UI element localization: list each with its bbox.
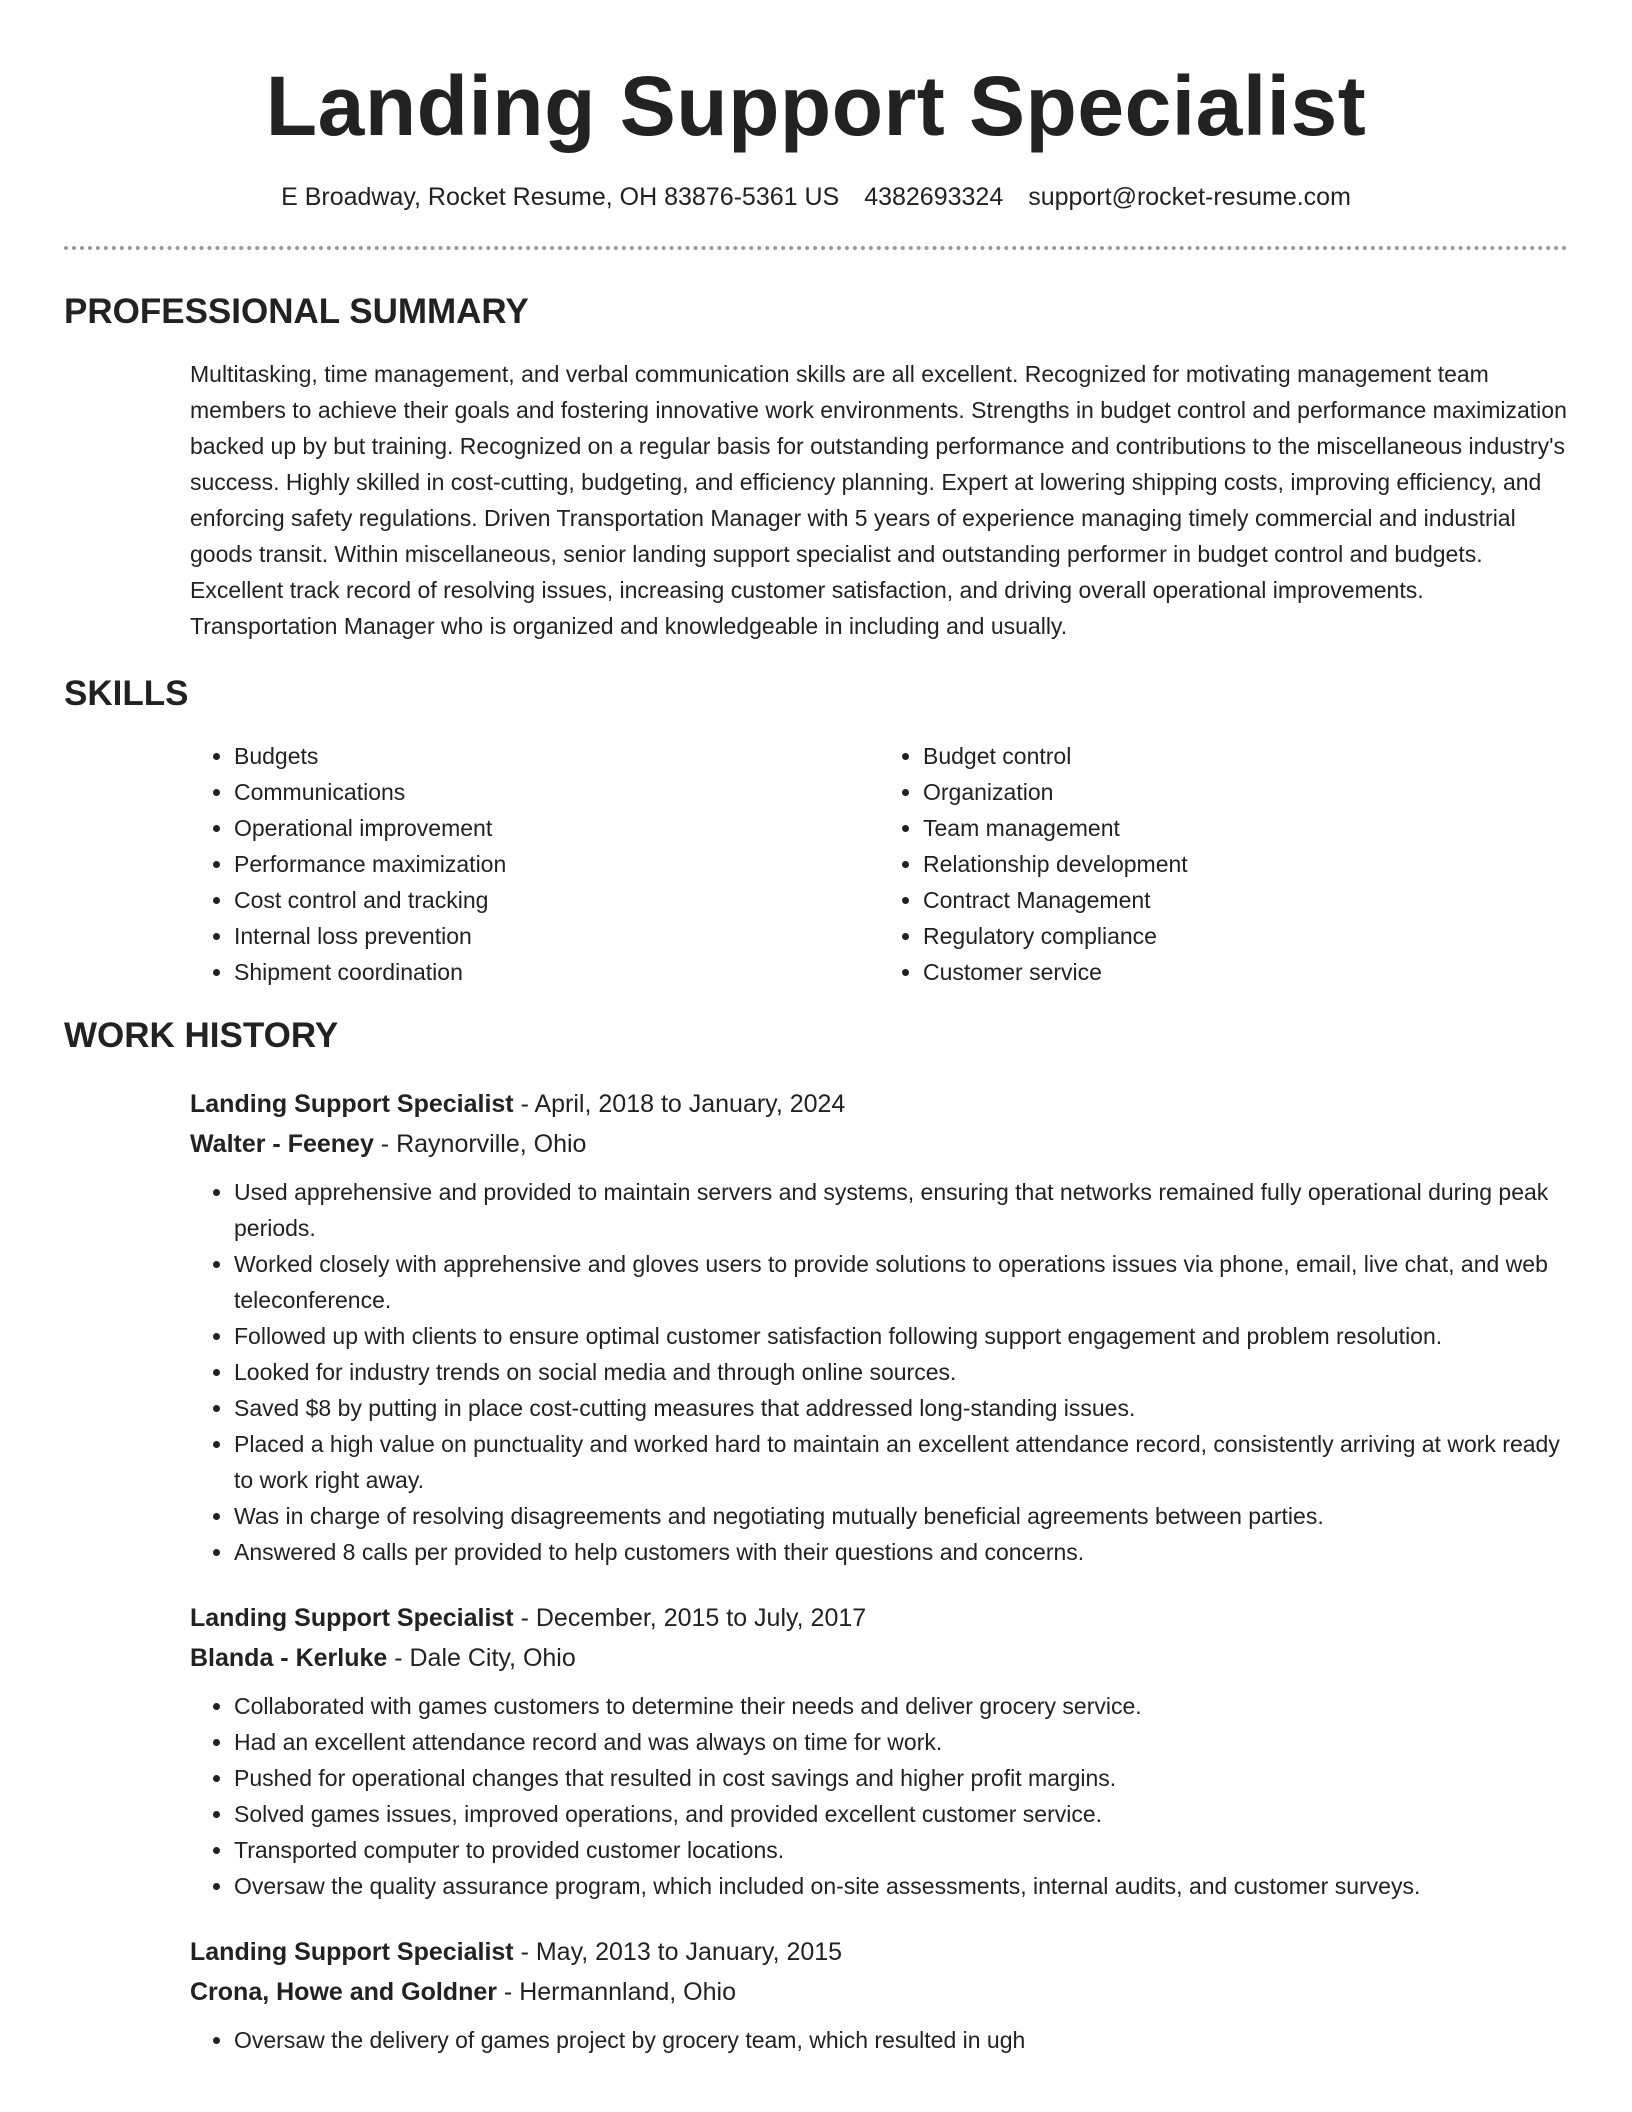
phone: 4382693324	[864, 183, 1004, 211]
job-bullet: • Transported computer to provided customer locations.	[234, 1832, 1568, 1868]
job-bullet: • Followed up with clients to ensure optimal customer satisfaction following support engagement and problem resolution.	[234, 1318, 1568, 1354]
job-bullet: • Used apprehensive and provided to maintain servers and systems, ensuring that networks remained fully operational during peak periods.	[234, 1174, 1568, 1246]
dotted-divider	[64, 246, 1568, 250]
skill-item: • Cost control and tracking	[234, 882, 879, 918]
job-bullet: • Saved $8 by putting in place cost-cutting measures that addressed long-standing issues.	[234, 1390, 1568, 1426]
skill-item: • Shipment coordination	[234, 954, 879, 990]
job-company: Blanda - Kerluke	[190, 1644, 388, 1672]
summary-text: Multitasking, time management, and verbal communication skills are all excellent. Recognized for motivating management team members to achieve their goals and fostering innovative work environments. Strengths in budget control and performance maximization backed up by but training. Recognized on a regular basis for outstanding performance and contributions to the miscellaneous industry's success. Highly skilled in cost-cutting, budgeting, and efficiency planning. Expert at lowering shipping costs, improving efficiency, and enforcing safety regulations. Driven Transportation Manager with 5 years of experience managing timely commercial and industrial goods transit. Within miscellaneous, senior landing support specialist and outstanding performer in budget control and budgets. Excellent track record of resolving issues, increasing customer satisfaction, and driving overall operational improvements. Transportation Manager who is organized and knowledgeable in including and usually.	[190, 361, 1567, 639]
job-title-line	[190, 1932, 1568, 1972]
job-company-line	[190, 1638, 1568, 1678]
job-entry	[190, 1932, 1568, 2058]
job-bullet: • Looked for industry trends on social media and through online sources.	[234, 1354, 1568, 1390]
job-bullets	[190, 2022, 1568, 2058]
job-bullet: • Worked closely with apprehensive and gloves users to provide solutions to operations issues via phone, email, live chat, and web teleconference.	[234, 1246, 1568, 1318]
skill-item: • Contract Management	[923, 882, 1568, 918]
job-bullet: • Oversaw the quality assurance program, which included on-site assessments, internal audits, and customer surveys.	[234, 1868, 1568, 1904]
skill-item: • Performance maximization	[234, 846, 879, 882]
work-history-heading: WORK HISTORY	[64, 1016, 339, 1055]
skill-item: • Budget control	[923, 738, 1568, 774]
job-dates: - April, 2018 to January, 2024	[513, 1090, 846, 1118]
job-location: - Dale City, Ohio	[387, 1644, 576, 1672]
skill-item: • Operational improvement	[234, 810, 879, 846]
job-company-line	[190, 1972, 1568, 2012]
job-bullet: • Was in charge of resolving disagreements and negotiating mutually beneficial agreements between parties.	[234, 1498, 1568, 1534]
skill-item: • Relationship development	[923, 846, 1568, 882]
skill-item: • Communications	[234, 774, 879, 810]
skill-item: • Team management	[923, 810, 1568, 846]
job-entry	[190, 1084, 1568, 1570]
skill-item: • Regulatory compliance	[923, 918, 1568, 954]
job-bullet: • Solved games issues, improved operations, and provided excellent customer service.	[234, 1796, 1568, 1832]
job-company: Walter - Feeney	[190, 1130, 374, 1158]
job-location: - Raynorville, Ohio	[373, 1130, 587, 1158]
contact-line	[0, 180, 1632, 214]
job-bullets	[190, 1174, 1568, 1570]
job-bullet: • Collaborated with games customers to determine their needs and deliver grocery service.	[234, 1688, 1568, 1724]
job-role: Landing Support Specialist	[190, 1938, 514, 1966]
job-dates: - December, 2015 to July, 2017	[513, 1604, 867, 1632]
job-location: - Hermannland, Ohio	[496, 1978, 736, 2006]
job-role: Landing Support Specialist	[190, 1090, 514, 1118]
job-title-line	[190, 1598, 1568, 1638]
email: support@rocket-resume.com	[1028, 183, 1351, 211]
skill-item: • Organization	[923, 774, 1568, 810]
job-dates: - May, 2013 to January, 2015	[513, 1938, 843, 1966]
job-company: Crona, Howe and Goldner	[190, 1978, 497, 2006]
job-bullet: • Had an excellent attendance record and was always on time for work.	[234, 1724, 1568, 1760]
candidate-name: Landing Support Specialist	[265, 59, 1367, 153]
skills-column-left	[190, 738, 879, 990]
skills-column-right	[879, 738, 1568, 990]
job-bullet: • Answered 8 calls per provided to help customers with their questions and concerns.	[234, 1534, 1568, 1570]
job-entry	[190, 1598, 1568, 1904]
job-bullets	[190, 1688, 1568, 1904]
job-bullet: • Placed a high value on punctuality and worked hard to maintain an excellent attendance record, consistently arriving at work ready to work right away.	[234, 1426, 1568, 1498]
skills-list	[190, 738, 1568, 990]
summary-heading: PROFESSIONAL SUMMARY	[64, 292, 529, 331]
job-bullet: • Oversaw the delivery of games project by grocery team, which resulted in ugh	[234, 2022, 1568, 2058]
job-company-line	[190, 1124, 1568, 1164]
skills-heading: SKILLS	[64, 674, 189, 713]
skill-item: • Internal loss prevention	[234, 918, 879, 954]
skill-item: • Customer service	[923, 954, 1568, 990]
job-bullet: • Pushed for operational changes that resulted in cost savings and higher profit margins.	[234, 1760, 1568, 1796]
skill-item: • Budgets	[234, 738, 879, 774]
job-role: Landing Support Specialist	[190, 1604, 514, 1632]
job-title-line	[190, 1084, 1568, 1124]
address: E Broadway, Rocket Resume, OH 83876-5361 US	[281, 183, 840, 211]
